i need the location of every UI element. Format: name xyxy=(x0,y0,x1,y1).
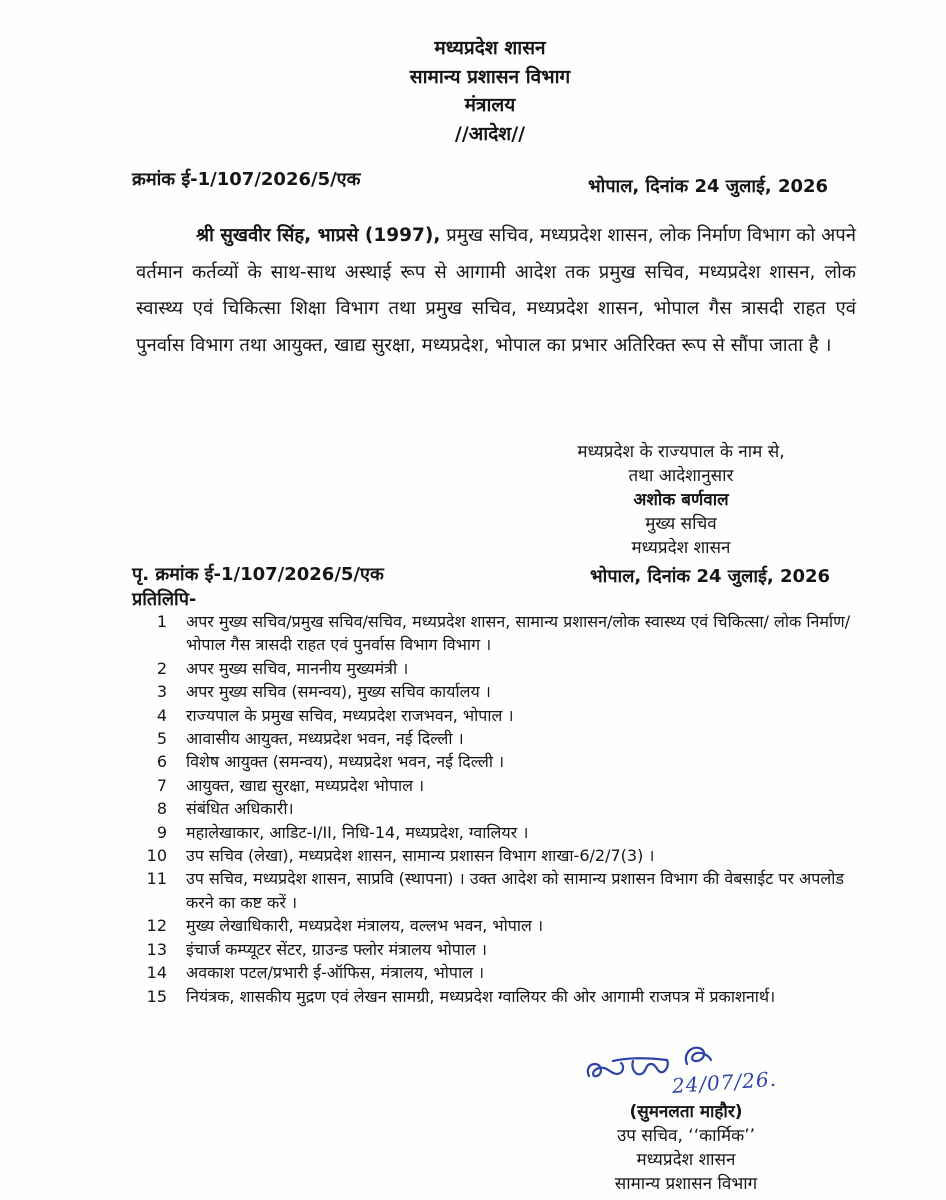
copy-heading: प्रतिलिपि- xyxy=(132,589,197,610)
signatory-designation: उप सचिव, ‘‘कार्मिक’’ xyxy=(616,1126,756,1146)
recipient-text: आवासीय आयुक्त, मध्यप्रदेश भवन, नई दिल्ली । xyxy=(186,729,464,749)
chief-secretary-office: मध्यप्रदेश शासन xyxy=(631,538,731,558)
chief-secretary-designation: मुख्य सचिव xyxy=(645,514,717,534)
signature-stroke xyxy=(588,1063,623,1076)
recipient-text: अपर मुख्य सचिव/प्रमुख सचिव/सचिव, मध्यप्रदेश शासन, सामान्य प्रशासन/लोक स्वास्थ्य एवं चिकित्सा/ लोक निर्माण/ भोपाल गैस त्रासदी राहत एवं पुनर्वास विभाग विभाग । xyxy=(186,612,851,655)
order-body xyxy=(136,218,856,364)
recipient-number: 7 xyxy=(156,775,167,795)
recipient-number: 6 xyxy=(156,752,167,772)
authority-order-line: तथा आदेशानुसार xyxy=(628,466,734,486)
recipient-number: 11 xyxy=(146,869,167,889)
government-name: मध्यप्रदेश शासन xyxy=(434,37,546,59)
recipient-number: 4 xyxy=(156,705,167,725)
recipient-number: 14 xyxy=(146,963,167,983)
recipient-text: इंचार्ज कम्प्यूटर सेंटर, ग्राउन्ड फ्लोर मंत्रालय भोपाल । xyxy=(186,939,487,959)
office-name: मंत्रालय xyxy=(464,94,516,116)
recipient-text: मुख्य लेखाधिकारी, मध्यप्रदेश मंत्रालय, वल्लभ भवन, भोपाल । xyxy=(186,916,544,936)
authority-block xyxy=(531,440,831,560)
chief-secretary-name: अशोक बर्णवाल xyxy=(633,490,729,510)
recipient-text: आयुक्त, खाद्य सुरक्षा, मध्यप्रदेश भोपाल । xyxy=(186,775,425,795)
document-type: //आदेश// xyxy=(454,122,526,145)
copy-place-date: भोपाल, दिनांक 24 जुलाई, 2026 xyxy=(590,566,831,587)
signatory-department: सामान्य प्रशासन विभाग xyxy=(614,1174,758,1194)
recipient-number: 2 xyxy=(156,658,167,678)
copy-reference-number: पृ. क्रमांक ई-1/107/2026/5/एक xyxy=(132,564,384,585)
recipient-number: 9 xyxy=(156,822,167,842)
order-place-date: भोपाल, दिनांक 24 जुलाई, 2026 xyxy=(588,176,829,197)
recipient-item xyxy=(140,938,876,961)
letterhead xyxy=(290,34,690,148)
recipient-text: उप सचिव (लेखा), मध्यप्रदेश शासन, सामान्य प्रशासन विभाग शाखा-6/2/7(3) । xyxy=(186,846,655,866)
recipient-item xyxy=(140,985,876,1008)
handwritten-date: 24/07/26. xyxy=(671,1066,778,1098)
recipient-number: 3 xyxy=(156,682,167,702)
recipient-text: संबंधित अधिकारी। xyxy=(186,799,294,819)
recipient-number: 15 xyxy=(146,986,167,1006)
signature-stroke xyxy=(613,1058,667,1061)
recipient-text: उप सचिव, मध्यप्रदेश शासन, साप्रवि (स्थापना) । उक्त आदेश को सामान्य प्रशासन विभाग की वेबसाईट पर अपलोड करने का कष्ट करें । xyxy=(186,869,844,912)
recipient-text: महालेखाकार, आडिट-I/II, निधि-14, मध्यप्रदेश, ग्वालियर । xyxy=(186,822,529,842)
recipient-item xyxy=(140,914,876,937)
order-body-text: प्रमुख सचिव, मध्यप्रदेश शासन, लोक निर्माण विभाग को अपने वर्तमान कर्तव्यों के साथ-साथ अस्थाई रूप से आगामी आदेश तक प्रमुख सचिव, मध्यप्रदेश शासन, लोक स्वास्थ्य एवं चिकित्सा शिक्षा विभाग तथा प्रमुख सचिव, मध्यप्रदेश शासन, भोपाल गैस त्रासदी राहत एवं पुनर्वास विभाग तथा आयुक्त, खाद्य सुरक्षा, मध्यप्रदेश, भोपाल का प्रभार अतिरिक्त रूप से सौंपा जाता है । xyxy=(136,225,856,356)
recipient-number: 13 xyxy=(146,939,167,959)
recipient-number: 1 xyxy=(156,612,167,631)
recipient-item xyxy=(140,657,876,680)
signature-stroke xyxy=(686,1048,711,1064)
recipient-item xyxy=(140,774,876,797)
recipient-text: अवकाश पटल/प्रभारी ई-ऑफिस, मंत्रालय, भोपाल । xyxy=(186,963,485,983)
recipient-number: 10 xyxy=(146,846,167,866)
recipient-text: राज्यपाल के प्रमुख सचिव, मध्यप्रदेश राजभवन, भोपाल । xyxy=(186,705,514,725)
department-name: सामान्य प्रशासन विभाग xyxy=(409,65,571,88)
recipient-item xyxy=(140,680,876,703)
recipient-number: 12 xyxy=(146,916,167,936)
recipient-text: नियंत्रक, शासकीय मुद्रण एवं लेखन सामग्री, मध्यप्रदेश ग्वालियर की ओर आगामी राजपत्र में प्रकाशनार्थ। xyxy=(186,986,776,1006)
authority-line: मध्यप्रदेश के राज्यपाल के नाम से, xyxy=(577,442,785,462)
recipient-item xyxy=(140,750,876,773)
order-number: क्रमांक ई-1/107/2026/5/एक xyxy=(132,169,361,190)
recipient-item xyxy=(140,797,876,820)
recipient-item xyxy=(140,610,876,657)
recipient-text: अपर मुख्य सचिव, माननीय मुख्यमंत्री । xyxy=(186,658,409,678)
recipient-number: 8 xyxy=(156,799,167,819)
recipient-item xyxy=(140,704,876,727)
officer-name: श्री सुखवीर सिंह, भाप्रसे (1997), xyxy=(196,225,441,246)
signature-stroke xyxy=(632,1060,667,1074)
recipient-text: विशेष आयुक्त (समन्वय), मध्यप्रदेश भवन, नई दिल्ली । xyxy=(186,752,505,772)
signatory-name: (सुमनलता माहौर) xyxy=(629,1102,743,1122)
recipient-item xyxy=(140,867,876,914)
recipient-list xyxy=(140,610,876,1008)
recipient-number: 5 xyxy=(156,729,167,749)
recipient-item xyxy=(140,727,876,750)
recipient-text: अपर मुख्य सचिव (समन्वय), मुख्य सचिव कार्यालय । xyxy=(186,682,491,702)
signatory-block xyxy=(536,1100,836,1196)
signatory-office: मध्यप्रदेश शासन xyxy=(636,1150,736,1170)
recipient-item xyxy=(140,821,876,844)
recipient-item xyxy=(140,844,876,867)
recipient-item xyxy=(140,961,876,984)
